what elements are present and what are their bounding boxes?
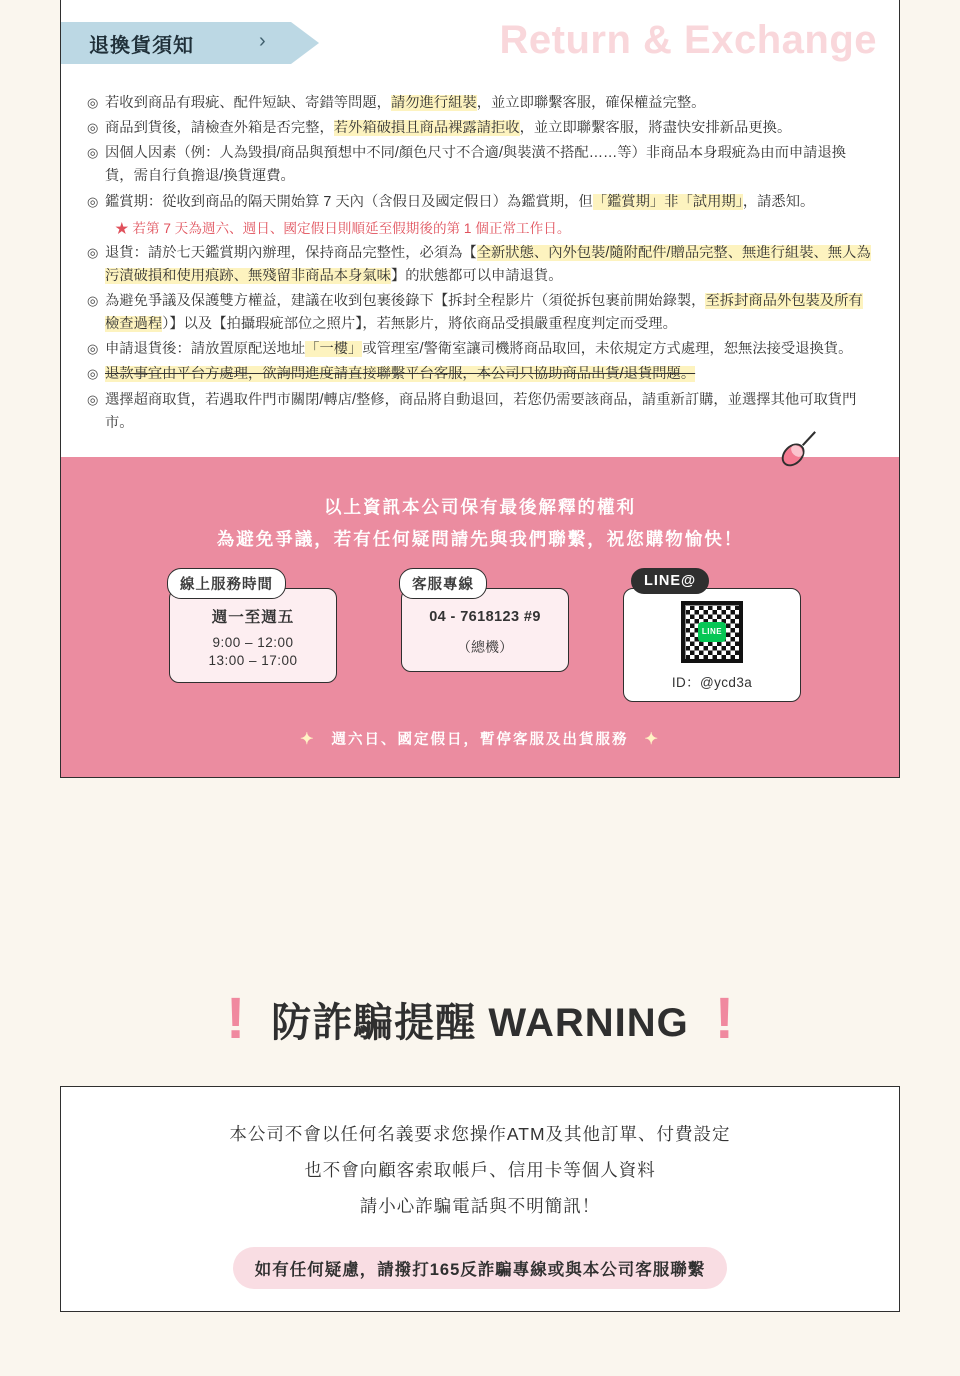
service-hours-days: 週一至週五 — [211, 608, 295, 626]
line-qr-card[interactable] — [623, 588, 801, 702]
warning-line-2: 也不會向顧客索取帳戶、信用卡等個人資料 — [304, 1159, 656, 1180]
term-text: 申請退貨後：請放置原配送地址「一樓」或管理室/警衛室讓司機將商品取回，未依規定方式處理，恕無法接受退換貨。 — [105, 341, 853, 358]
bullet-icon: ◎ — [87, 366, 99, 382]
holiday-notice-text: 週六日、國定假日，暫停客服及出貨服務 — [331, 731, 629, 748]
term-item — [87, 191, 873, 214]
term-text: 退款事宜由平台方處理，欲詢問進度請直接聯繫平台客服，本公司只協助商品出貨/退貨問題。 — [105, 366, 696, 383]
card-header — [61, 0, 899, 92]
term-text: 選擇超商取貨，若遇取件門市關閉/轉店/整修，商品將自動退回，若您仍需要該商品，請重新訂購，並選擇其他可取貨門市。 — [105, 391, 857, 431]
term-text: 為避免爭議及保護雙方權益，建議在收到包裹後錄下【拆封全程影片（須從拆包裹前開始錄製，至拆封商品外包裝及所有檢查過程）】以及【拍攝瑕疵部位之照片】，若無影片，將依商品受損嚴重程度判定而受理。 — [105, 292, 863, 333]
term-item — [87, 363, 873, 386]
sparkle-icon-right: ✦ — [644, 730, 660, 748]
term-note-star: ★ 若第 7 天為週六、週日、國定假日則順延至假期後的第 1 個正常工作日。 — [115, 220, 571, 236]
term-text: 若收到商品有瑕疵、配件短缺、寄錯等問題，請勿進行組裝，並立即聯繫客服，確保權益完整。 — [105, 95, 706, 111]
term-text: 鑑賞期：從收到商品的隔天開始算 7 天內（含假日及國定假日）為鑑賞期，但「鑑賞期」非「試用期」，請悉知。 — [105, 193, 815, 210]
term-item — [87, 142, 873, 188]
bullet-icon: ◎ — [87, 120, 99, 136]
service-hours-tag: 線上服務時間 — [167, 568, 286, 599]
warning-card — [60, 1086, 900, 1312]
term-item — [87, 389, 873, 435]
bullet-icon: ◎ — [87, 145, 99, 161]
qr-code-icon[interactable] — [681, 601, 743, 663]
bullet-icon: ◎ — [87, 391, 99, 407]
term-text: 因個人因素（例：人為毀損/商品與預想中不同/顏色尺寸不合適/與裝潢不搭配……等）非商品本身瑕疵為由而申請退換貨，需自行負擔退/換貨運費。 — [105, 145, 847, 185]
service-hours-afternoon: 13:00 – 17:00 — [208, 652, 298, 668]
warning-line-3: 請小心詐騙電話與不明簡訊！ — [359, 1195, 601, 1216]
term-text: 退貨：請於七天鑑賞期內辦理，保持商品完整性，必須為【全新狀態、內外包裝/隨附配件/贈品完整、無進行組裝、無人為污漬破損和使用痕跡、無殘留非商品本身氣味】的狀態都可以申請退貨。 — [105, 244, 871, 284]
hotline-card — [401, 588, 569, 672]
service-hours-box — [159, 576, 337, 702]
bullet-icon: ◎ — [87, 292, 99, 308]
hotline-tag: 客服專線 — [399, 568, 487, 599]
watermark-title: Return & Exchange — [499, 18, 877, 62]
term-item — [87, 117, 873, 140]
bullet-icon: ◎ — [87, 95, 99, 110]
bullet-icon: ◎ — [87, 244, 99, 260]
hotline-box — [391, 576, 569, 702]
term-item — [87, 242, 873, 288]
contact-heading-line1: 以上資訊本公司保有最後解釋的權利 — [324, 496, 636, 517]
fraud-hotline-pill: 如有任何疑慮，請撥打165反詐騙專線或與本公司客服聯繫 — [233, 1247, 728, 1289]
ribbon-label: 退換貨須知 — [89, 34, 194, 57]
term-item — [87, 92, 873, 115]
hotline-subtitle: （總機） — [457, 638, 513, 655]
exclamation-icon-left: ! — [225, 986, 246, 1051]
terms-list — [61, 92, 899, 457]
contact-block — [61, 457, 899, 777]
service-hours-card — [169, 588, 337, 683]
return-exchange-card — [60, 0, 900, 778]
sparkle-icon-left: ✦ — [300, 730, 316, 748]
holiday-notice — [61, 728, 899, 749]
warning-title — [60, 986, 900, 1051]
section-ribbon — [61, 22, 291, 64]
pushpin-icon — [773, 429, 819, 475]
contact-heading-line2: 為避免爭議，若有任何疑問請先與我們聯繫，祝您購物愉快！ — [216, 529, 744, 550]
term-item — [87, 338, 873, 361]
contact-heading — [61, 491, 899, 556]
exclamation-icon-right: ! — [714, 986, 735, 1051]
bullet-icon: ◎ — [87, 341, 99, 357]
bullet-icon: ◎ — [87, 193, 99, 209]
chevron-right-icon: › — [259, 30, 266, 52]
service-hours-morning: 9:00 – 12:00 — [212, 634, 294, 650]
line-logo-icon: LINE — [698, 622, 726, 642]
line-box — [623, 572, 801, 702]
ribbon-tail-shape — [291, 22, 319, 64]
warning-title-text: 防詐騙提醒 WARNING — [271, 1000, 689, 1045]
contact-cards-row — [61, 572, 899, 702]
warning-line-1: 本公司不會以任何名義要求您操作ATM及其他訂單、付費設定 — [229, 1124, 731, 1144]
hotline-number[interactable]: 04 - 7618123 #9 — [429, 608, 541, 625]
line-id: ID：@ycd3a — [671, 674, 753, 690]
term-item — [87, 290, 873, 336]
line-tag: LINE@ — [631, 568, 709, 594]
term-text: 商品到貨後，請檢查外箱是否完整，若外箱破損且商品裸露請拒收，並立即聯繫客服，將盡快安排新品更換。 — [105, 120, 792, 137]
